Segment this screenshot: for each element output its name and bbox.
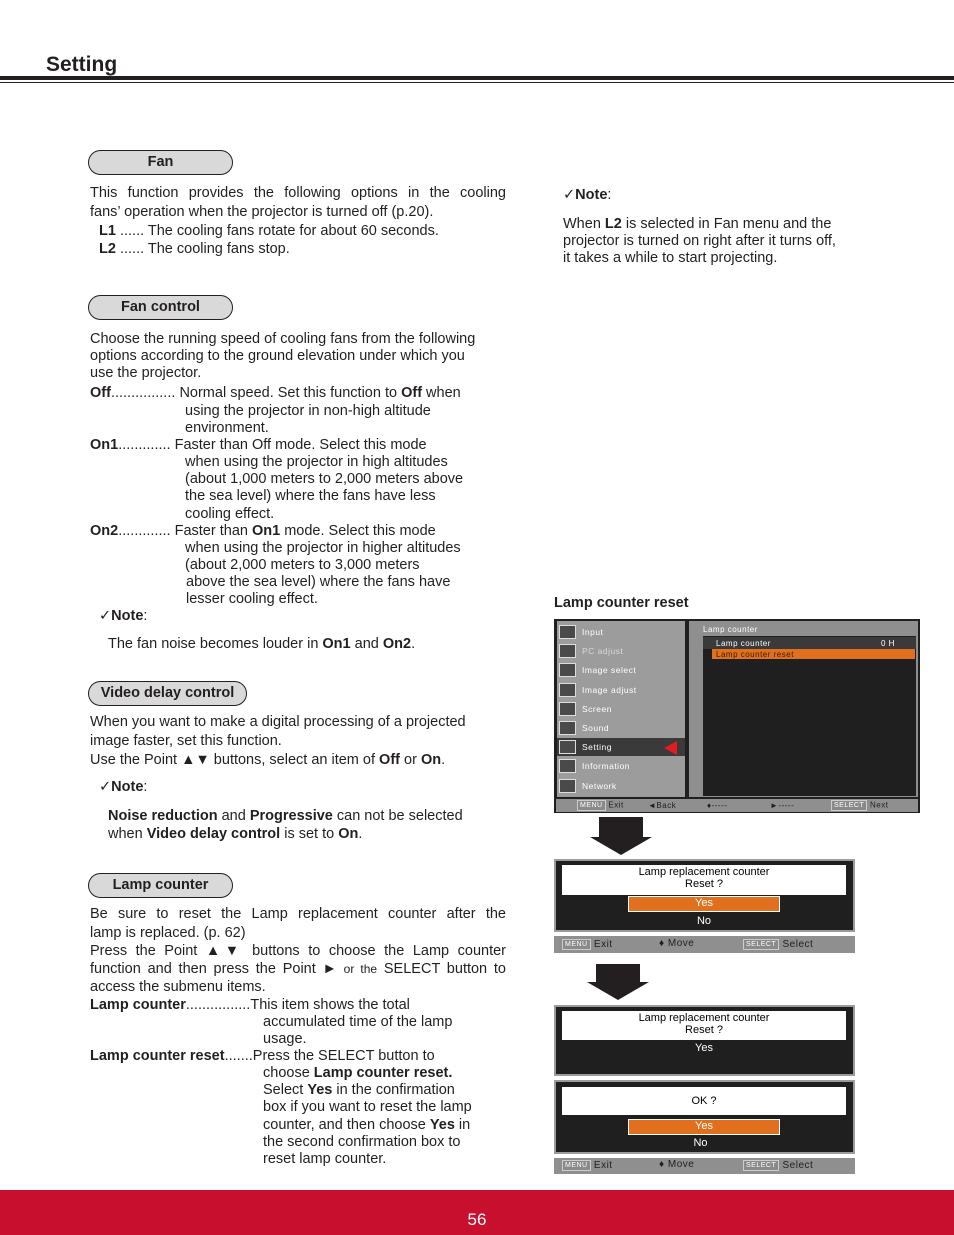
nav-select-label: Select — [782, 939, 814, 951]
submenu-title: Lamp counter — [703, 625, 758, 634]
text-span: On — [420, 752, 442, 768]
text-span: is selected in Fan menu and the — [621, 216, 832, 232]
menu-key-icon: MENU — [562, 1160, 591, 1171]
video-delay-line-3 — [90, 752, 445, 770]
on1-line-2: when using the projector in high altitudes — [185, 454, 448, 470]
fan-l1-text: The cooling fans rotate for about 60 seconds. — [147, 223, 439, 239]
input-icon — [559, 625, 576, 639]
lamp-line-1: Be sure to reset the Lamp replacement counter after the — [90, 906, 506, 922]
text-span: On — [338, 826, 359, 842]
on1-line-5: cooling effect. — [185, 506, 275, 522]
osd-menu-item-label: Setting — [582, 742, 612, 753]
osd-menu-item[interactable] — [557, 642, 685, 660]
lamp-line-4 — [90, 961, 506, 979]
on2-line-2: when using the projector in higher altitudes — [185, 540, 461, 556]
osd-menu-item[interactable] — [557, 700, 685, 718]
dialog-1-no-option[interactable]: No — [696, 915, 712, 927]
text-span: Off — [401, 385, 423, 401]
dialog-1-nav-select — [743, 939, 813, 952]
video-delay-note-2 — [108, 826, 362, 844]
text-span: when — [108, 826, 147, 842]
on2-line-4: above the sea level) where the fans have — [186, 574, 451, 590]
text-span: or the — [343, 962, 378, 976]
video-delay-line-2: image faster, set this function. — [90, 733, 282, 749]
select-key-icon: SELECT — [831, 800, 867, 811]
submenu-row-1-label: Lamp counter — [716, 639, 771, 648]
text-span: Normal speed. Set this function to — [179, 385, 402, 401]
on2-option-row — [90, 523, 436, 541]
osd-menu-item-label: Network — [582, 780, 617, 791]
setting-icon — [559, 740, 576, 754]
fan-text-2: fans’ operation when the projector is turned off (p.20). — [90, 204, 434, 220]
text-span: . — [441, 752, 446, 768]
text-span: is set to — [280, 826, 339, 842]
off-key: Off — [90, 385, 111, 401]
lamp-counter-option-row — [90, 997, 410, 1015]
fan-heading: Fan — [88, 150, 233, 175]
ok-dialog-yes-option[interactable]: Yes — [628, 1119, 780, 1135]
nav-select-label: Select — [782, 1160, 814, 1172]
lamp-counter-reset-line-7: reset lamp counter. — [263, 1151, 387, 1167]
text-span: function and then press the Point ► — [90, 961, 344, 977]
fan-note-line-3: it takes a while to start projecting. — [563, 250, 778, 266]
fan-control-note-text — [108, 636, 415, 654]
off-line-3: environment. — [185, 420, 269, 436]
osd-menu-item-label: PC adjust — [582, 646, 624, 657]
on1-option-row — [90, 437, 427, 455]
text-span: can not be selected — [332, 808, 463, 824]
text-span: Video delay control — [146, 826, 281, 842]
lamp-counter-reset-line-2 — [263, 1065, 452, 1083]
osd-menu-item-label: Screen — [582, 703, 612, 714]
osd-menu-item-label: Information — [582, 761, 631, 772]
text-span: On2 — [382, 636, 412, 652]
note-colon: : — [607, 187, 612, 203]
nav-exit-label: Exit — [608, 800, 624, 810]
on2-line-3: (about 2,000 meters to 3,000 meters — [185, 557, 420, 573]
screen-icon — [559, 702, 576, 716]
text-span: Faster than Off mode. Select this mode — [174, 437, 427, 453]
osd-nav-move: ♦----- — [707, 801, 728, 810]
note-colon: : — [143, 779, 148, 795]
text-span: choose — [263, 1065, 314, 1081]
text-span: Progressive — [249, 808, 333, 824]
video-delay-heading: Video delay control — [88, 681, 247, 706]
submenu-row-2-label[interactable]: Lamp counter reset — [716, 650, 794, 659]
note-label: Note — [111, 779, 144, 795]
on1-key: On1 — [90, 437, 119, 453]
fan-l2-row — [99, 241, 290, 259]
fan-l2-key: L2 — [99, 241, 116, 257]
osd-menu-item-label: Image select — [582, 665, 637, 676]
lamp-counter-line-2: accumulated time of the lamp — [263, 1014, 453, 1030]
off-option-row — [90, 385, 461, 403]
fan-text-1: This function provides the following options in the cooling — [90, 185, 506, 201]
page-title: Setting — [46, 53, 118, 76]
ok-dialog-nav-exit — [562, 1160, 613, 1173]
text-span: in the confirmation — [332, 1082, 455, 1098]
osd-menu-item[interactable] — [557, 777, 685, 795]
osd-menu-item[interactable] — [557, 681, 685, 699]
note-label: Note — [575, 187, 608, 203]
osd-menu-item-label: Input — [582, 627, 604, 637]
text-span: Off — [379, 752, 400, 768]
osd-nav-exit — [577, 800, 624, 813]
text-span: This item shows the total — [250, 997, 410, 1013]
fan-l2-text: The cooling fans stop. — [147, 241, 290, 257]
on2-line-5: lesser cooling effect. — [186, 591, 318, 607]
lamp-counter-reset-line-6: the second confirmation box to — [263, 1134, 461, 1150]
ok-dialog-no-option[interactable]: No — [693, 1137, 708, 1149]
lamp-counter-reset-key: Lamp counter reset — [90, 1048, 225, 1064]
note-colon: : — [143, 608, 148, 624]
nav-exit-label: Exit — [593, 939, 613, 951]
osd-submenu-panel — [703, 636, 916, 796]
nav-next-label: Next — [869, 800, 889, 810]
select-key-icon: SELECT — [743, 939, 779, 950]
osd-menu-item[interactable] — [557, 623, 685, 641]
menu-key-icon: MENU — [562, 939, 591, 950]
check-icon: ✓ — [99, 779, 112, 795]
header-rule-thin — [0, 82, 954, 83]
on2-key: On2 — [90, 523, 119, 539]
dialog-2-yes-option: Yes — [695, 1042, 713, 1054]
text-span: Faster than — [174, 523, 252, 539]
dialog-line-1: Lamp replacement counter — [638, 1012, 770, 1024]
text-span: mode. Select this mode — [280, 523, 436, 539]
text-span: in — [454, 1117, 471, 1133]
network-icon — [559, 779, 576, 793]
text-span: When — [563, 216, 605, 232]
pc-adjust-icon — [559, 644, 576, 658]
dots: ................ — [185, 997, 251, 1013]
dots: ................ — [110, 385, 180, 401]
sound-icon — [559, 721, 576, 735]
osd-nav-next — [831, 800, 888, 813]
fan-l1-dots: ...... — [115, 223, 148, 239]
text-span: Yes — [307, 1082, 333, 1098]
fan-control-intro-1: Choose the running speed of cooling fans from the following — [90, 331, 476, 347]
text-span: Noise reduction — [108, 808, 218, 824]
fan-control-intro-3: use the projector. — [90, 365, 202, 381]
selected-arrow-icon — [664, 741, 677, 755]
lamp-line-2: lamp is replaced. (p. 62) — [90, 925, 246, 941]
dots: ............. — [118, 437, 175, 453]
lamp-counter-heading: Lamp counter — [88, 873, 233, 898]
on1-line-4: the sea level) where the fans have less — [185, 488, 436, 504]
text-span: Press the SELECT button to — [252, 1048, 435, 1064]
text-span: and — [350, 636, 383, 652]
lamp-counter-reset-line-4: box if you want to reset the lamp — [263, 1099, 472, 1115]
ok-dialog-nav-select — [743, 1160, 813, 1173]
ok-dialog-nav-move: ♦ Move — [659, 1159, 695, 1170]
text-span: Use the Point ▲▼ buttons, select an item of — [90, 752, 380, 768]
fan-control-note-title — [99, 608, 147, 626]
lamp-line-5: access the submenu items. — [90, 979, 266, 995]
text-span: The fan noise becomes louder in — [108, 636, 323, 652]
osd-menu-item[interactable] — [557, 661, 685, 679]
header-rule-thick — [0, 76, 954, 80]
osd-menu-item-label: Image adjust — [582, 684, 637, 695]
text-span: L2 — [604, 216, 622, 232]
osd-nav-back: ◄Back — [648, 801, 677, 810]
dots: ............. — [118, 523, 175, 539]
osd-menu-item[interactable] — [557, 757, 685, 775]
select-key-icon: SELECT — [743, 1160, 779, 1171]
off-line-2: using the projector in non-high altitude — [185, 403, 431, 419]
down-arrow-icon — [587, 964, 649, 1000]
figure-caption: Lamp counter reset — [554, 595, 689, 611]
lamp-counter-reset-option-row — [90, 1048, 435, 1066]
note-label: Note — [111, 608, 144, 624]
check-icon: ✓ — [99, 608, 112, 624]
image-adjust-icon — [559, 683, 576, 697]
dialog-line-1: Lamp replacement counter — [638, 866, 770, 878]
submenu-row-1-value: 0 H — [881, 639, 895, 648]
dots: ....... — [224, 1048, 253, 1064]
osd-nav-move-right: ►----- — [770, 801, 795, 810]
nav-exit-label: Exit — [593, 1160, 613, 1172]
text-span: SELECT button to — [377, 961, 506, 977]
fan-l2-dots: ...... — [115, 241, 148, 257]
image-select-icon — [559, 663, 576, 677]
fan-note-line-1 — [563, 216, 831, 234]
lamp-counter-reset-line-5 — [263, 1117, 470, 1135]
osd-menu-item-label: Sound — [582, 723, 610, 733]
video-delay-note-title — [99, 779, 147, 797]
video-delay-line-1: When you want to make a digital processing of a projected — [90, 714, 466, 730]
fan-control-intro-2: options according to the ground elevation under which you — [90, 348, 465, 364]
down-arrow-icon — [590, 817, 652, 855]
reset-dialog-2-message — [562, 1011, 846, 1040]
dialog-line-2: Reset ? — [685, 1024, 723, 1036]
text-span: and — [217, 808, 250, 824]
page-number: 56 — [467, 1210, 487, 1229]
text-span: Select — [263, 1082, 308, 1098]
reset-dialog-1-message — [562, 865, 846, 895]
dialog-1-yes-option[interactable]: Yes — [628, 896, 780, 912]
text-span: counter, and then choose — [263, 1117, 430, 1133]
ok-dialog-message: OK ? — [562, 1087, 846, 1115]
fan-note-title — [563, 187, 611, 205]
information-icon — [559, 759, 576, 773]
text-span: On1 — [322, 636, 351, 652]
text-span: . — [358, 826, 363, 842]
text-span: when — [422, 385, 461, 401]
dialog-line-2: Reset ? — [685, 878, 723, 890]
menu-key-icon: MENU — [577, 800, 606, 811]
fan-control-heading: Fan control — [88, 295, 233, 320]
lamp-line-3: Press the Point ▲▼ buttons to choose the Lamp counter — [90, 943, 506, 959]
lamp-counter-line-3: usage. — [263, 1031, 307, 1047]
dialog-1-nav-exit — [562, 939, 613, 952]
check-icon: ✓ — [563, 187, 576, 203]
lamp-counter-reset-line-3 — [263, 1082, 455, 1100]
text-span: On1 — [251, 523, 281, 539]
osd-menu-item[interactable] — [557, 719, 685, 737]
fan-note-line-2: projector is turned on right after it turns off, — [563, 233, 836, 249]
fan-l1-key: L1 — [99, 223, 116, 239]
lamp-counter-key: Lamp counter — [90, 997, 186, 1013]
text-span: Lamp counter reset. — [313, 1065, 453, 1081]
text-span: . — [411, 636, 416, 652]
on1-line-3: (about 1,000 meters to 2,000 meters above — [185, 471, 464, 487]
text-span: Yes — [429, 1117, 455, 1133]
video-delay-note-1 — [108, 808, 463, 826]
dialog-1-nav-move: ♦ Move — [659, 938, 695, 949]
fan-l1-row — [99, 223, 439, 241]
text-span: or — [399, 752, 421, 768]
